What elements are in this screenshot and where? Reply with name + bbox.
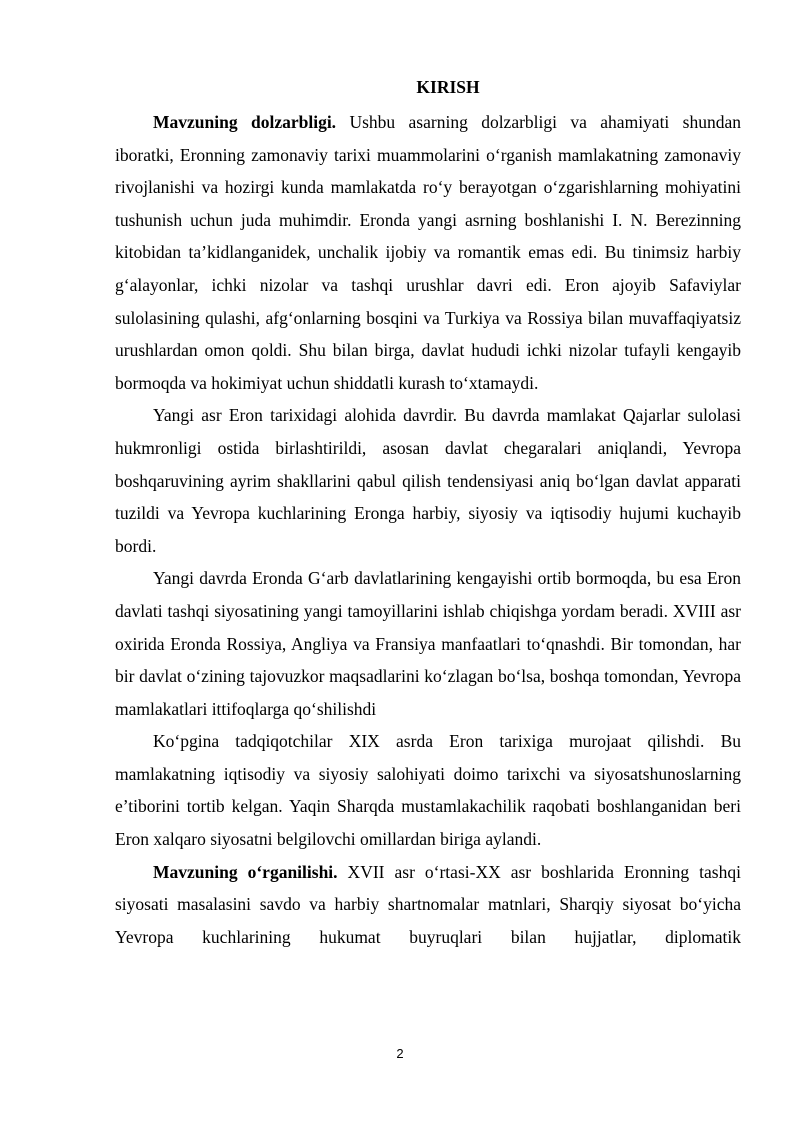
page-number: 2: [396, 1046, 404, 1061]
paragraph-relevance: [115, 106, 741, 399]
paragraph-text: XVII asr o‘rtasi-XX asr boshlarida Eronning tashqi siyosati masalasini savdo va harbiy shartnomalar matnlari, Sharqiy siyosat bo‘yicha Yevropa kuchlarining hukumat buyruqlari bilan hujjatlar, diplomatik: [115, 861, 741, 947]
paragraph-text: Ko‘pgina tadqiqotchilar XIX asrda Eron tarixiga murojaat qilishdi. Bu mamlakatning iqtisodiy va siyosiy salohiyati doimo tarixchi va siyosatshunoslarning e’tiborini tortib kelgan. Yaqin Sharqda mustamlakachilik raqobati boshlanganidan beri Eron xalqaro siyosatni belgilovchi omillardan biriga aylandi.: [115, 731, 741, 850]
paragraph-new-age: [115, 399, 741, 562]
paragraph-western-expansion: [115, 562, 741, 725]
document-page: [115, 76, 741, 953]
paragraph-lead: Mavzuning o‘rganilishi.: [153, 861, 338, 882]
section-title: KIRISH: [416, 77, 480, 97]
paragraph-text: Yangi asr Eron tarixidagi alohida davrdir. Bu davrda mamlakat Qajarlar sulolasi hukmronligi ostida birlashtirildi, asosan davlat chegaralari aniqlandi, Yevropa boshqaruvining ayrim shakllarini qabul qilish tendensiyasi aniq bo‘lgan davlat apparati tuzildi va Yevropa kuchlarining Eronga harbiy, siyosiy va iqtisodiy hujumi kuchayib bordi.: [115, 405, 741, 556]
paragraph-study: [115, 856, 741, 954]
paragraph-text: Ushbu asarning dolzarbligi va ahamiyati shundan iboratki, Eronning zamonaviy tarixi muammolarini o‘rganish mamlakatning zamonaviy rivojlanishi va hozirgi kunda mamlakatda ro‘y berayotgan o‘zgarishlarning mohiyatini tushunish uchun juda muhimdir. Eronda yangi asrning boshlanishi I. N. Berezinning kitobidan ta’kidlanganidek, unchalik ijobiy va romantik emas edi. Bu tinimsiz harbiy g‘alayonlar, ichki nizolar va tashqi urushlar davri edi. Eron ajoyib Safaviylar sulolasining qulashi, afg‘onlarning bosqini va Turkiya va Rossiya bilan muvaffaqiyatsiz urushlardan omon qoldi. Shu bilan birga, davlat hududi ichki nizolar tufayli kengayib bormoqda va hokimiyat uchun shiddatli kurash to‘xtamaydi.: [115, 112, 742, 393]
paragraph-text: Yangi davrda Eronda G‘arb davlatlarining kengayishi ortib bormoqda, bu esa Eron davlati tashqi siyosatining yangi tamoyillarini ishlab chiqishga yordam beradi. XVIII asr oxirida Eronda Rossiya, Angliya va Fransiya manfaatlari to‘qnashdi. Bir tomondan, har bir davlat o‘zining tajovuzkor maqsadlarini ko‘zlagan bo‘lsa, boshqa tomondan, Yevropa mamlakatlari ittifoqlarga qo‘shilishdi: [115, 568, 741, 719]
paragraph-lead: Mavzuning dolzarbligi.: [153, 112, 337, 132]
paragraph-researchers: [115, 725, 741, 855]
